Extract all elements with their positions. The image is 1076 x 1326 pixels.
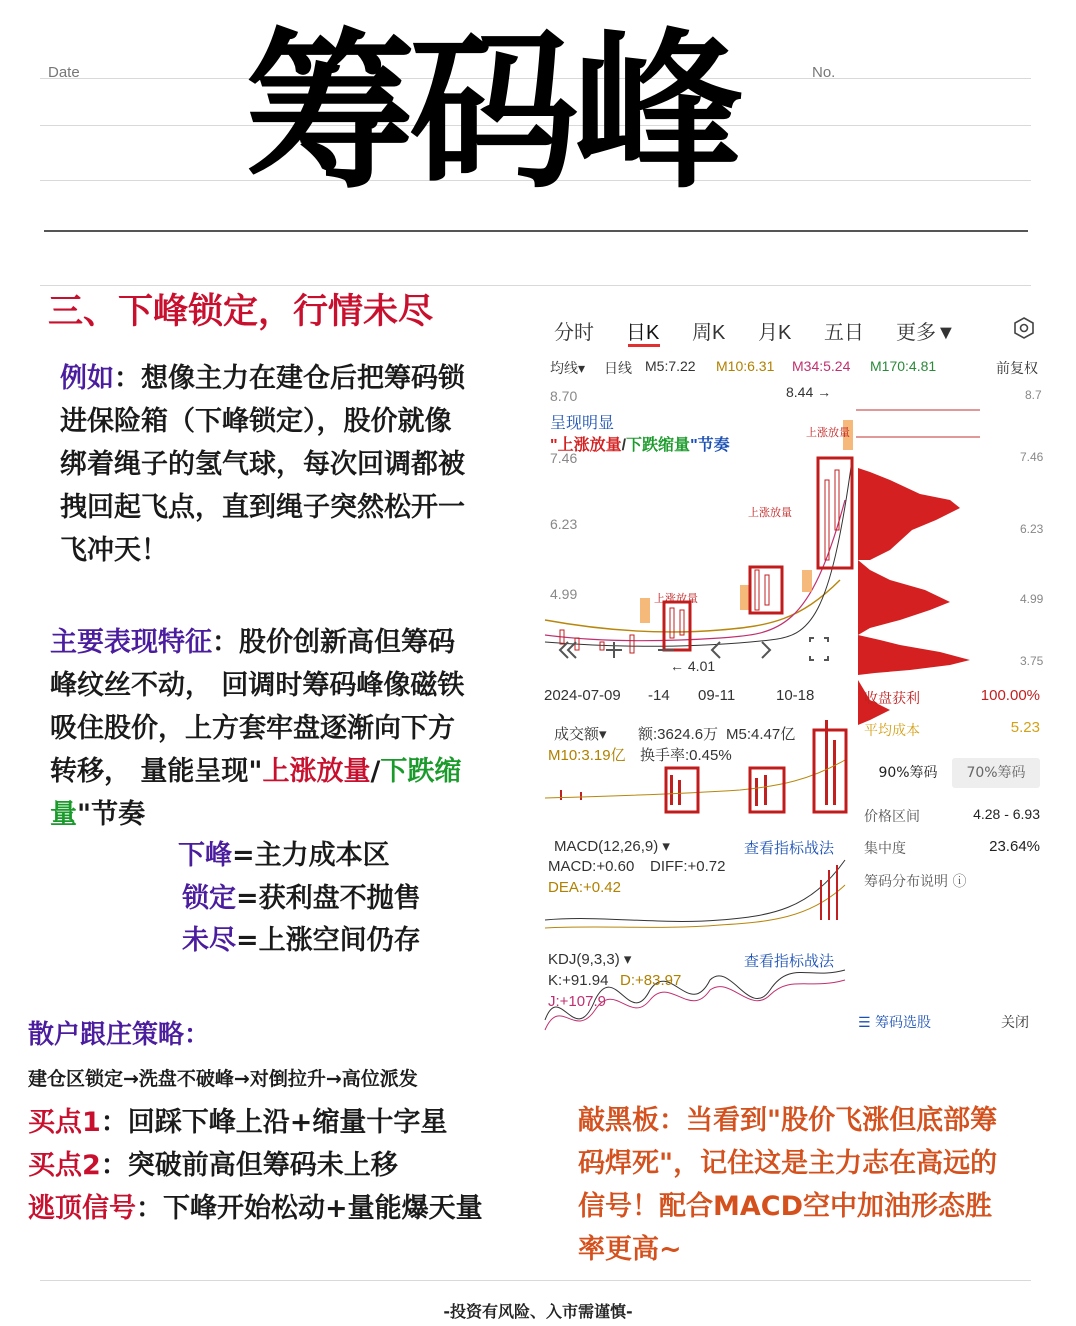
blackboard-line-3: 信号！配合MACD空中加油形态胜 <box>578 1191 992 1222</box>
strategy-title: 散户跟庄策略： <box>28 1020 211 1050</box>
header-divider <box>44 230 1028 232</box>
example-line-2: 进保险箱（下峰锁定），股价就像 <box>60 406 452 437</box>
example-line-4: 拽回起飞点，直到绳子突然松开一 <box>60 492 465 523</box>
tab-daily-k[interactable]: 日K <box>626 322 660 344</box>
blackboard-line-4: 率更高~ <box>578 1234 682 1265</box>
example-label: 例如 <box>60 363 114 394</box>
no-label: No. <box>812 64 836 81</box>
close-button[interactable]: 关闭 <box>1001 1015 1029 1031</box>
day-line-label: 日线 <box>604 360 632 376</box>
low-marker: ← 4.01 <box>670 658 716 674</box>
chip-peak-lower <box>858 635 970 675</box>
tab-intraday[interactable]: 分时 <box>554 322 594 344</box>
kdj-d-value: D:+83.97 <box>620 972 682 989</box>
chip-peak-upper <box>858 468 960 560</box>
right-axis-label: 4.99 <box>1020 592 1044 606</box>
chart-annotation-2: "上涨放量/下跌缩量"节奏 <box>550 437 730 454</box>
macd-value: MACD:+0.60 <box>548 858 635 875</box>
blackboard-line-2: 码焊死"，记住这是主力志在高远的 <box>578 1148 998 1179</box>
highlight-box <box>664 602 690 650</box>
up-volume-tag: 上涨放量 <box>654 593 698 605</box>
buy-point-2: 买点2：突破前高但筹码未上移 <box>28 1150 398 1181</box>
date-axis-start: 2024-07-09 <box>544 687 621 704</box>
profit-value: 100.00% <box>980 687 1040 704</box>
right-axis-label: 7.46 <box>1020 450 1044 464</box>
footer-disclaimer: -投资有风险、入市需谨慎- <box>443 1302 633 1321</box>
features-line-4: 转移， 量能呈现"上涨放量/下跌缩 <box>50 756 462 787</box>
volume-dropdown[interactable]: 成交额▾ <box>554 726 607 743</box>
price-axis-label: 8.70 <box>550 388 578 404</box>
kdj-dropdown[interactable]: KDJ(9,3,3) ▾ <box>548 951 632 968</box>
up-volume-tag: 上涨放量 <box>806 427 850 439</box>
tab-weekly-k[interactable]: 周K <box>692 322 726 344</box>
tab-five-day[interactable]: 五日 <box>824 322 864 344</box>
kdj-j-value: J:+107.9 <box>548 993 606 1010</box>
avg-cost-label: 平均成本 <box>864 723 920 739</box>
high-marker: 8.44 → <box>786 384 832 400</box>
ruled-line <box>40 1280 1031 1281</box>
blackboard-line-1: 敲黑板：当看到"股价飞涨但底部筹 <box>578 1105 998 1136</box>
strategy-flow: 建仓区锁定→洗盘不破峰→对倒拉升→高位派发 <box>28 1068 418 1090</box>
right-axis-label: 6.23 <box>1020 522 1044 536</box>
macd-dropdown[interactable]: MACD(12,26,9) ▾ <box>554 838 670 855</box>
features-line-3: 吸住股价，上方套牢盘逐渐向下方 <box>50 713 455 744</box>
features-line-5: 量"节奏 <box>50 799 146 830</box>
price-axis-label: 4.99 <box>550 586 578 602</box>
ma34-value: M34:5.24 <box>792 358 851 374</box>
right-axis-label: 3.75 <box>1020 654 1044 668</box>
chip-desc-link[interactable]: 筹码分布说明 ⓘ <box>864 874 967 890</box>
tab-more[interactable]: 更多▼ <box>896 322 956 344</box>
definition-row: 锁定=获利盘不抛售 <box>182 883 421 914</box>
page-title: 筹码峰 <box>245 14 738 212</box>
settings-hex-icon[interactable] <box>1012 316 1036 340</box>
tab-monthly-k[interactable]: 月K <box>758 322 792 344</box>
features-line-1: 主要表现特征：股价创新高但筹码 <box>50 627 455 658</box>
concentration-label: 集中度 <box>864 841 906 857</box>
dea-value: DEA:+0.42 <box>548 879 621 896</box>
chip-select-button[interactable]: ☰ 筹码选股 <box>858 1015 932 1031</box>
profit-label: 收盘获利 <box>864 691 920 707</box>
chip-90-tab[interactable]: 90%筹码 <box>864 758 952 788</box>
price-range-value: 4.28 - 6.93 <box>973 806 1040 822</box>
ma5-value: M5:7.22 <box>645 358 696 374</box>
concentration-value: 23.64% <box>989 838 1040 855</box>
section-title: 三、下峰锁定，行情未尽 <box>48 292 434 332</box>
ma170-value: M170:4.81 <box>870 358 937 374</box>
ma-dropdown[interactable]: 均线▾ <box>550 360 586 376</box>
list-icon: ☰ <box>858 1015 871 1031</box>
up-volume-tag: 上涨放量 <box>748 507 792 519</box>
stock-chart-panel <box>540 300 1050 1060</box>
date-label: Date <box>48 64 80 81</box>
example-line-5: 飞冲天！ <box>60 535 168 566</box>
chip-70-tab[interactable]: 70%筹码 <box>952 758 1040 788</box>
features-label: 主要表现特征 <box>50 627 212 658</box>
ma10-value: M10:6.31 <box>716 358 775 374</box>
date-axis-tick: -14 <box>648 687 670 704</box>
escape-signal: 逃顶信号：下峰开始松动+量能爆天量 <box>28 1193 483 1224</box>
example-line-1: 例如：想像主力在建仓后把筹码锁 <box>60 363 465 394</box>
buy-point-1: 买点1：回踩下峰上沿+缩量十字星 <box>28 1107 448 1138</box>
features-line-2: 峰纹丝不动， 回调时筹码峰像磁铁 <box>50 670 465 701</box>
date-axis-tick: 09-11 <box>698 687 736 704</box>
volume-amount: 额:3624.6万 <box>638 726 719 743</box>
macd-strategy-link[interactable]: 查看指标战法 <box>744 840 835 857</box>
turnover-rate: 换手率:0.45% <box>640 747 732 764</box>
date-axis-tick: 10-18 <box>776 687 815 704</box>
volume-m5: M5:4.47亿 <box>726 726 796 743</box>
example-line-3: 绑着绳子的氢气球，每次回调都被 <box>60 449 465 480</box>
right-axis-label: 8.7 <box>1025 388 1042 402</box>
definition-row: 下峰=主力成本区 <box>178 840 390 871</box>
price-axis-label: 6.23 <box>550 516 578 532</box>
price-axis-label: 7.46 <box>550 450 578 466</box>
definition-row: 未尽=上涨空间仍存 <box>182 925 421 956</box>
avg-cost-value: 5.23 <box>1010 719 1040 736</box>
volume-m10: M10:3.19亿 <box>548 747 626 764</box>
active-tab-indicator <box>628 344 660 347</box>
diff-value: DIFF:+0.72 <box>650 858 726 875</box>
price-range-label: 价格区间 <box>864 809 920 825</box>
kdj-strategy-link[interactable]: 查看指标战法 <box>744 953 835 970</box>
chart-annotation-1: 呈现明显 <box>550 415 615 432</box>
adjust-mode[interactable]: 前复权 <box>996 360 1038 376</box>
chip-peak-middle <box>858 560 950 635</box>
kdj-k-value: K:+91.94 <box>548 972 609 989</box>
